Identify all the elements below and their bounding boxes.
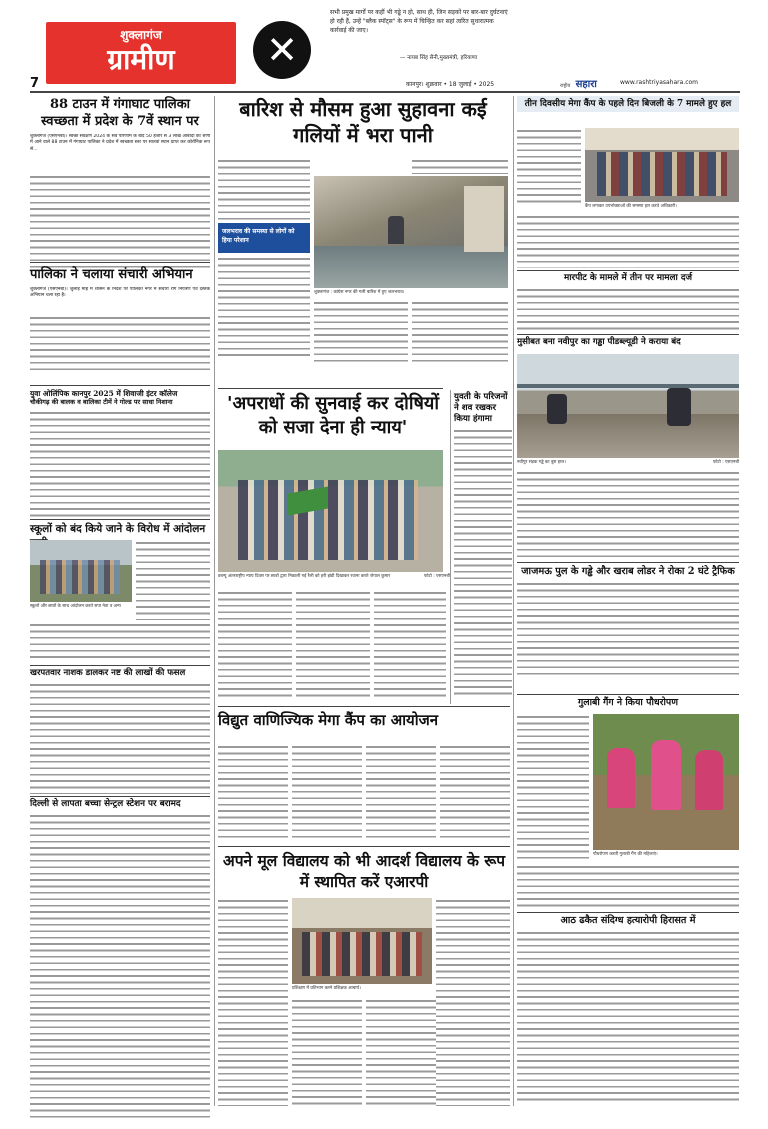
mega-camp-body-3: [366, 744, 436, 840]
gangaghat-article: [30, 96, 210, 270]
olympiad-body: [30, 410, 210, 520]
schools-photo: [30, 540, 132, 602]
justice-headline: 'अपराधों की सुनवाई कर दोषियों को सजा देना ही न्याय': [226, 393, 440, 438]
page-number: 7: [30, 76, 40, 91]
divider: [517, 912, 739, 913]
divider: [517, 334, 739, 335]
arp-caption: प्रशिक्षण में प्रतिभाग करने प्रशिक्षक आचार्य।: [292, 986, 361, 991]
column-rule: [214, 96, 215, 1106]
gulabi-caption: पौधरोपण करती गुलाबी गैंग की महिलाएं।: [593, 852, 658, 857]
sanchari-body: [30, 315, 210, 373]
bijli-body-2: [517, 214, 739, 268]
schools-headline: स्कूलों को बंद किये जाने के विरोध में आंदोलन: [30, 523, 206, 535]
gulabi-body-1: [517, 714, 589, 862]
yuvati-article: [454, 392, 512, 698]
divider: [517, 562, 739, 563]
olympiad-article: [30, 389, 210, 520]
kharpatwar-headline: खरपतवार नाशक डालकर नष्ट की लाखों की फसल: [30, 668, 186, 678]
hatyaropi-headline: आठ ढकैत संदिग्ध हत्यारोपी हिरासत में: [560, 915, 696, 926]
rain-body-col2: [314, 300, 408, 362]
arp-photo: [292, 898, 432, 984]
x-logo: ✕: [253, 21, 311, 79]
schools-side-text: [136, 540, 210, 620]
delhi-body: [30, 813, 210, 1119]
divider: [218, 388, 443, 389]
sanchari-headline: पालिका ने चलाया संचारी अभियान: [30, 267, 193, 282]
navipur-photo: [517, 354, 739, 458]
marpeet-article: [517, 273, 739, 331]
hatyaropi-article: [517, 915, 739, 1104]
navipur-headline: मुसीबत बना नवीपुर का गड्ढा पीडब्ल्यूडी ने कराया बंद: [517, 337, 681, 347]
rain-body-col1: [218, 158, 310, 222]
arp-body-2: [292, 998, 362, 1106]
sanchari-article: [30, 266, 210, 373]
marpeet-headline: मारपीट के मामले में तीन पर मामला दर्ज: [563, 273, 693, 283]
quote-text: सभी प्रमुख मार्गों पर कहीं भी गड्ढे न हो, साथ ही, जिन सड़कों पर बार-बार दुर्घटनाएं हो रही हैं, उन्हें "ब्लैक स्पॉट्स" के रूप में चिन्हित कर सहां त्वरित सुधारात्मक कार्रवाई की जाए।: [330, 9, 508, 34]
justice-caption: डब्ल्यू अंतरराष्ट्रीय न्याय दिवस पर छात्रों द्वारा निकाली गई रैली को हरी झंडी दिखाकर रवाना करते जेपाल कुमार: [218, 574, 391, 579]
bijli-photo: [585, 128, 739, 202]
jajmau-article: [517, 565, 739, 677]
justice-body-3: [374, 590, 446, 700]
bijli-caption: कैंप लगाकर उपभोक्ताओं की समस्या हल करते अधिकारी।: [585, 204, 677, 209]
brand-logo: [560, 72, 597, 91]
website: www.rashtriyasahara.com: [620, 79, 699, 86]
divider: [30, 262, 210, 263]
brand-name: सहारा: [575, 79, 597, 90]
bijli-article: [517, 96, 739, 112]
arp-body-4: [436, 898, 510, 1106]
olympiad-subhead: चौकीगढ़ की बालक व बालिका टीमें ने गोल्ड पर साधा निशाना: [30, 398, 173, 406]
kharpatwar-body: [30, 682, 210, 794]
masthead: [0, 0, 768, 92]
sanchari-lead: शुक्लागंज (एसएनबी)। जुलाई माह में शासन के निर्देश पर पालिका नगर में संचारी रोग नियंत्रण एवं दस्तक अभियान चला रहा है।: [30, 287, 210, 299]
bijli-body-1: [517, 128, 581, 204]
schools-caption: स्कूलों और छात्रों के साथ आंदोलन करते सपा नेता व अन्य: [30, 604, 121, 609]
yuvati-body: [454, 428, 512, 698]
delhi-headline: दिल्ली से लापता बच्चा सेन्ट्रल स्टेशन पर बरामद: [30, 799, 181, 809]
section-title-big: ग्रामीण: [107, 43, 175, 76]
gulabi-photo: [593, 714, 739, 850]
divider: [30, 385, 210, 386]
navipur-article: [517, 337, 739, 348]
section-title-small: शुक्लागंज: [120, 28, 162, 42]
rain-article: [218, 96, 508, 148]
arp-headline: अपने मूल विद्यालय को भी आदर्श विद्यालय के रूप में स्थापित करें एआरपी: [222, 851, 506, 891]
gulabi-body-2: [517, 864, 739, 908]
mega-camp-headline: विद्युत वाणिज्यिक मेगा कैंप का आयोजन: [218, 711, 439, 729]
dateline: कानपुर। शुक्रवार • 18 जुलाई • 2025: [406, 81, 495, 88]
divider: [517, 270, 739, 271]
rain-photo: [314, 176, 508, 288]
arp-body-3: [366, 998, 436, 1106]
divider: [30, 796, 210, 797]
column-rule: [450, 390, 451, 704]
schools-article: [30, 522, 210, 609]
navipur-body: [517, 470, 739, 560]
justice-photo-credit: फोटो : एसएनबी: [423, 574, 450, 579]
arp-body-1: [218, 898, 288, 1106]
navipur-caption: नवीपुर सड़क गड्ढे का बुरा हाल।: [517, 460, 566, 465]
gangaghat-headline: 88 टाउन में गंगाघाट पालिका स्वच्छता में प्रदेश के 7वें स्थान पर: [41, 97, 199, 129]
rain-box-text: जलभराव की समस्या से लोगों को हिया परेशान: [222, 228, 295, 244]
section-title-box: [46, 22, 236, 84]
mega-camp-body-2: [292, 744, 362, 840]
divider: [517, 694, 739, 695]
column-rule: [513, 96, 514, 1106]
bijli-headline: तीन दिवसीय मेगा कैंप के पहले दिन बिजली के 7 मामले हुए हल: [517, 96, 739, 112]
rain-body-top: [412, 158, 508, 174]
rain-body-col3: [412, 300, 508, 362]
justice-article: [218, 392, 448, 440]
justice-body-2: [296, 590, 370, 700]
marpeet-body: [517, 287, 739, 331]
divider: [30, 665, 210, 666]
gulabi-article: [517, 697, 739, 709]
schools-body: [30, 622, 210, 662]
divider: [30, 519, 210, 520]
rain-box: [218, 223, 310, 253]
divider: [218, 846, 510, 847]
mega-camp-article: [218, 710, 510, 730]
gangaghat-body: [30, 174, 210, 270]
hatyaropi-body: [517, 930, 739, 1104]
divider: [218, 706, 510, 707]
brand-prefix: राष्ट्रीय: [560, 83, 571, 89]
jajmau-headline: जाजमऊ पुल के गड्ढे और खराब लोडर ने रोका 2 घंटे ट्रैफिक: [521, 566, 735, 577]
justice-photo: [218, 450, 443, 572]
gulabi-headline: गुलाबी गैंग ने किया पौधरोपण: [577, 697, 679, 708]
rain-headline: बारिश से मौसम हुआ सुहावना कई गलियों में भरा पानी: [239, 97, 487, 147]
masthead-rule: [30, 91, 740, 93]
mega-camp-body-4: [440, 744, 510, 840]
rain-caption: शुक्लागंज : कांग्रेस नगर की गली बारिश में हुए जलभराव।: [314, 290, 405, 295]
gangaghat-lead: शुक्लागंज (एसएनबी)। स्वच्छ सर्वेक्षण 2024 के सर्वे परिणाम के बाद 50 हजार से 3 लाख आबादी की श्रेणी में आने वाले 88 टाउन में गंगाघाट पालिका ने प्रदेश में स्वच्छता स्तर पर सातवां स्थान प्राप्त कर कोरोनिक रूप से...: [30, 134, 210, 152]
justice-body-1: [218, 590, 292, 700]
navipur-photo-credit: फोटो : एसएनबी: [712, 460, 739, 465]
arp-article: [218, 850, 510, 892]
yuvati-headline: युवती के परिजनों ने शव रखकर किया हंगामा: [454, 392, 508, 424]
rain-body-col1b: [218, 256, 310, 356]
kharpatwar-article: [30, 668, 210, 794]
olympiad-headline: युवा ओलिंपिक कानपुर 2025 में शिवाजी इंटर कॉलेज: [30, 389, 178, 398]
jajmau-body: [517, 581, 739, 677]
mega-camp-body-1: [218, 744, 288, 840]
quote-author: — नायब सिंह सैनी,मुख्यमंत्री, हरियाणा: [400, 55, 478, 61]
delhi-article: [30, 799, 210, 1119]
